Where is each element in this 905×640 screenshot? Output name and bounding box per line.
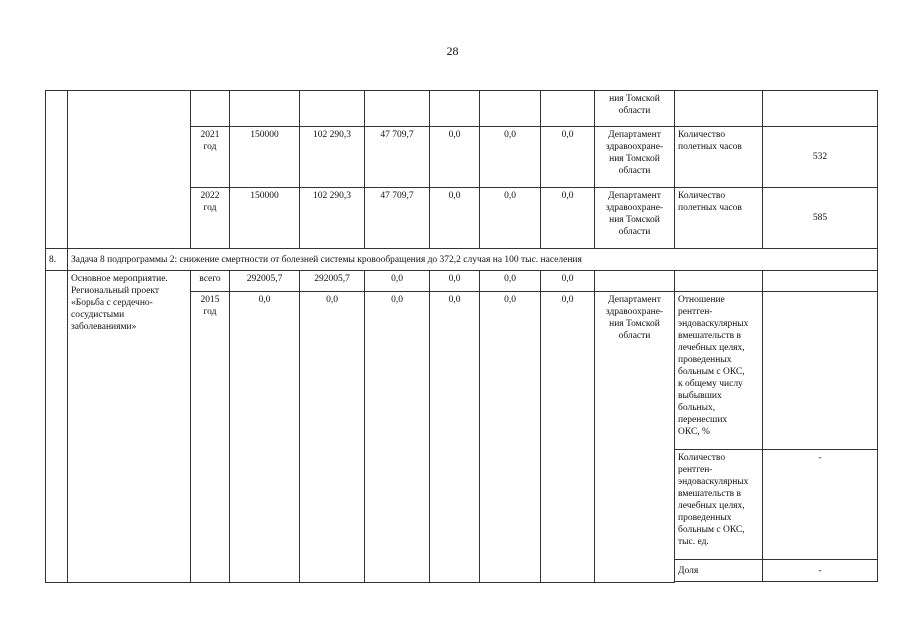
value-cell: 0,0	[365, 292, 430, 583]
value-cell: 150000	[230, 188, 300, 249]
year-cell: 2015 год	[191, 292, 230, 583]
value-cell: 0,0	[300, 292, 365, 583]
year-cell: всего	[191, 271, 230, 292]
value-cell: 150000	[230, 127, 300, 188]
department-cell: Департамент здравоохране- ния Томской области	[595, 292, 675, 583]
indicator-value-cell: 532	[763, 127, 878, 188]
indicator-cell: Доля	[675, 560, 763, 582]
indicator-value-cell: -	[763, 450, 878, 560]
task-row	[46, 249, 878, 271]
value-cell: 0,0	[430, 188, 480, 249]
department-cell: Департамент здравоохране- ния Томской области	[595, 127, 675, 188]
value-cell: 0,0	[430, 271, 480, 292]
value-cell: 47 709,7	[365, 127, 430, 188]
value-cell: 102 290,3	[300, 188, 365, 249]
page-number: 28	[446, 44, 459, 58]
table-row	[46, 91, 878, 127]
indicator-cell: Количество полетных часов	[675, 127, 763, 188]
indicator-cell	[675, 271, 763, 292]
value-cell: 0,0	[430, 127, 480, 188]
value-cell: 0,0	[541, 188, 595, 249]
year-cell: 2022 год	[191, 188, 230, 249]
event-name-cell: Основное мероприятие. Региональный проект «Борьба с сердечно- сосудистыми заболеваниями»	[68, 271, 191, 583]
value-cell: 0,0	[230, 292, 300, 583]
event-name-cell	[68, 91, 191, 249]
value-cell: 0,0	[480, 271, 541, 292]
indicator-value-cell: 585	[763, 188, 878, 249]
value-cell: 292005,7	[230, 271, 300, 292]
program-table	[45, 90, 878, 583]
number-cell	[46, 91, 68, 249]
number-cell	[46, 271, 68, 583]
value-cell: 0,0	[480, 127, 541, 188]
task-description: Задача 8 подпрограммы 2: снижение смертности от болезней системы кровообращения до 372,2 случая на 100 тыс. населения	[68, 249, 878, 271]
value-cell: 0,0	[480, 292, 541, 583]
year-cell: 2021 год	[191, 127, 230, 188]
task-number: 8.	[46, 249, 68, 271]
indicator-cell: Количество рентген- эндоваскулярных вмешательств в лечебных целях, проведенных больным с ОКС, тыс. ед.	[675, 450, 763, 560]
indicator-value-cell: -	[763, 560, 878, 582]
value-cell: 0,0	[480, 188, 541, 249]
value-cell: 47 709,7	[365, 188, 430, 249]
department-cell: ния Томской области	[595, 91, 675, 127]
indicator-cell: Отношение рентген- эндоваскулярных вмешательств в лечебных целях, проведенных больным с ОКС, к общему числу выбывших больных, перенесших ОКС, %	[675, 292, 763, 450]
value-cell: 0,0	[541, 292, 595, 583]
indicator-value-cell	[763, 292, 878, 450]
table-row	[46, 271, 878, 292]
value-cell: 292005,7	[300, 271, 365, 292]
department-cell	[595, 271, 675, 292]
indicator-cell: Количество полетных часов	[675, 188, 763, 249]
value-cell: 0,0	[365, 271, 430, 292]
value-cell: 0,0	[541, 271, 595, 292]
indicator-value-cell	[763, 271, 878, 292]
value-cell: 102 290,3	[300, 127, 365, 188]
department-cell: Департамент здравоохране- ния Томской области	[595, 188, 675, 249]
value-cell: 0,0	[430, 292, 480, 583]
value-cell: 0,0	[541, 127, 595, 188]
